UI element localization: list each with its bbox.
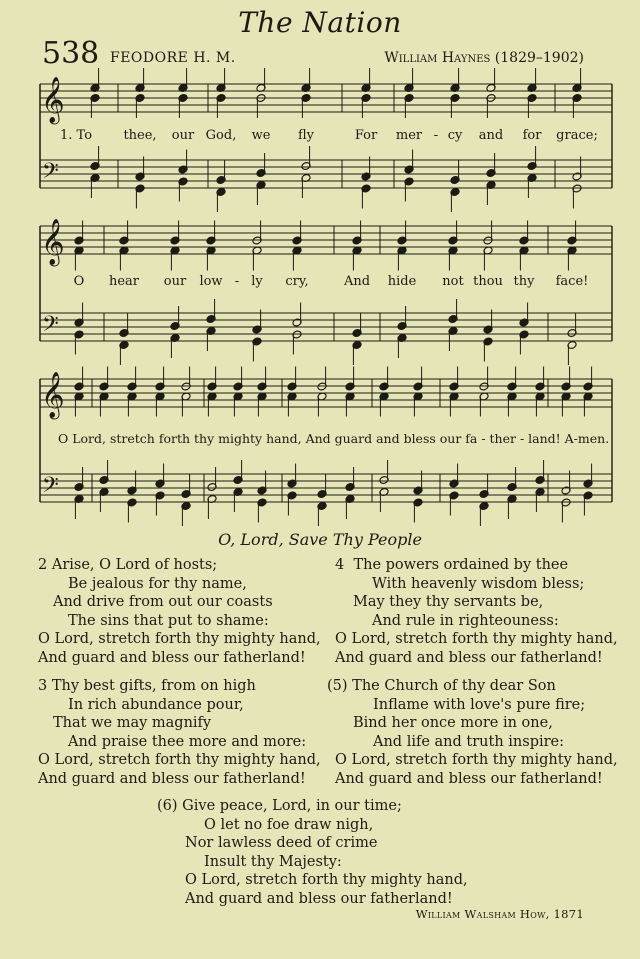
lyric-syllable: 1. To xyxy=(60,128,93,143)
verse-line: (5) The Church of thy dear Son xyxy=(327,678,556,694)
verse-number: 2 xyxy=(38,557,48,573)
tune-name: FEODORE H. M. xyxy=(110,50,236,66)
verse-line: O Lord, stretch forth thy mighty hand, xyxy=(185,872,468,889)
verse-line: O Lord, stretch forth thy mighty hand, xyxy=(335,631,618,648)
lyric-syllable: O xyxy=(73,274,85,289)
verse-line: 2 Arise, O Lord of hosts; xyxy=(38,557,218,573)
verse-number: (5) xyxy=(327,678,348,694)
verse-number: 3 xyxy=(38,678,48,694)
verse-line: And guard and bless our fatherland! xyxy=(185,890,453,907)
lyric-syllable: face! xyxy=(555,274,589,289)
verse-number: 4 xyxy=(335,557,345,573)
hymn-subtitle: O, Lord, Save Thy People xyxy=(218,530,422,549)
bass-clef-icon: 𝄢 xyxy=(42,159,59,189)
verse-line: O Lord, stretch forth thy mighty hand, xyxy=(38,752,321,769)
treble-clef-icon: 𝄞 xyxy=(41,77,65,123)
lyric-syllable: not xyxy=(442,274,464,289)
lyric-syllable: for xyxy=(522,128,542,143)
treble-clef-icon: 𝄞 xyxy=(41,219,65,265)
verse-2 xyxy=(38,556,321,668)
lyric-syllable: cy xyxy=(447,128,463,143)
verse-6 xyxy=(157,797,468,909)
verse-line: Insult thy Majesty: xyxy=(204,853,342,870)
lyric-syllable: mer xyxy=(395,128,423,143)
verse-line: O Lord, stretch forth thy mighty hand, xyxy=(38,631,321,648)
verse-line: And guard and bless our fatherland! xyxy=(335,649,603,666)
lyric-syllable: grace; xyxy=(556,128,598,143)
lyric-syllable: For xyxy=(354,128,378,143)
lyric-syllable: and xyxy=(478,128,504,143)
verse-4 xyxy=(335,556,618,668)
verse-5 xyxy=(327,677,618,789)
lyric-syllable: thee, xyxy=(123,128,157,143)
lyric-syllable: we xyxy=(251,128,271,143)
verse-line: And life and truth inspire: xyxy=(373,733,565,750)
verse-line: Bind her once more in one, xyxy=(353,715,553,732)
lyric-syllable: - xyxy=(433,128,439,143)
lyrics-line-3: O Lord, stretch forth thy mighty hand, And guard and bless our fa - ther - land! A-men. xyxy=(58,431,610,446)
page-title: The Nation xyxy=(238,6,402,39)
text-author-credit: William Walsham How, 1871 xyxy=(415,907,584,921)
lyric-syllable: ly xyxy=(251,274,263,289)
verse-3 xyxy=(38,677,321,789)
lyric-syllable: hear xyxy=(108,274,140,289)
lyric-syllable: our xyxy=(171,128,195,143)
verse-line: And drive from out our coasts xyxy=(53,594,273,611)
lyric-syllable: God, xyxy=(205,128,237,143)
hymn-number: 538 xyxy=(42,36,100,71)
lyric-syllable: cry, xyxy=(285,274,309,289)
bass-clef-icon: 𝄢 xyxy=(42,473,59,503)
composer-credit: William Haynes (1829–1902) xyxy=(384,50,584,66)
verse-line: And guard and bless our fatherland! xyxy=(335,770,603,787)
verse-line: With heavenly wisdom bless; xyxy=(372,575,585,592)
lyric-syllable: And xyxy=(343,274,371,289)
lyric-syllable: thou xyxy=(473,274,503,289)
verse-line: And praise thee more and more: xyxy=(68,733,307,750)
lyric-syllable: thy xyxy=(513,274,535,289)
lyric-syllable: hide xyxy=(387,274,417,289)
lyric-syllable: our xyxy=(163,274,187,289)
verse-line: O let no foe draw nigh, xyxy=(204,816,374,833)
verse-line: Be jealous for thy name, xyxy=(68,575,247,592)
verse-number: (6) xyxy=(157,798,178,814)
verse-line: Inflame with love's pure fire; xyxy=(373,696,586,713)
verse-line: O Lord, stretch forth thy mighty hand, xyxy=(335,752,618,769)
verse-line: That we may magnify xyxy=(53,715,212,732)
verse-line: (6) Give peace, Lord, in our time; xyxy=(157,798,402,814)
verse-line: 4 The powers ordained by thee xyxy=(335,557,569,573)
verse-line: In rich abundance pour, xyxy=(68,696,244,713)
verse-line: May they thy servants be, xyxy=(353,594,544,611)
verse-line: And guard and bless our fatherland! xyxy=(38,649,306,666)
lyric-syllable: - xyxy=(234,274,240,289)
verse-line: And guard and bless our fatherland! xyxy=(38,770,306,787)
verse-line: 3 Thy best gifts, from on high xyxy=(38,678,256,694)
lyric-syllable: fly xyxy=(297,128,315,143)
treble-clef-icon: 𝄞 xyxy=(41,372,65,418)
verse-line: And rule in righteouness: xyxy=(372,612,559,629)
lyric-syllable: low xyxy=(199,274,223,289)
verse-line: The sins that put to shame: xyxy=(68,612,269,629)
verse-line: Nor lawless deed of crime xyxy=(185,835,378,852)
bass-clef-icon: 𝄢 xyxy=(42,312,59,342)
